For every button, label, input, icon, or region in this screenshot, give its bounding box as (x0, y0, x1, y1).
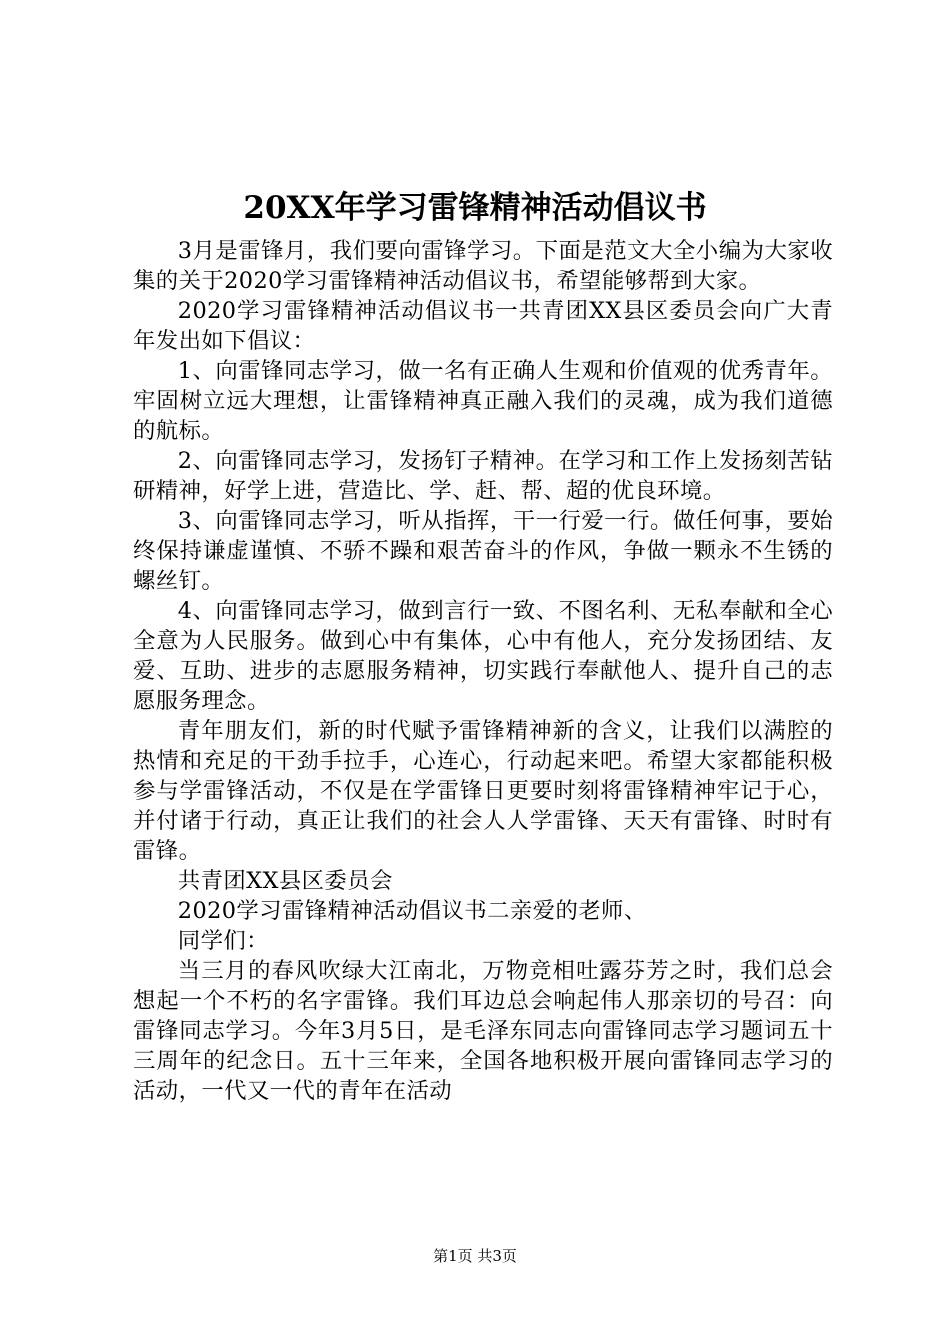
proposal-item-1: 1、向雷锋同志学习，做一名有正确人生观和价值观的优秀青年。牢固树立远大理想，让雷锋精神真正融入我们的灵魂，成为我们道德的航标。 (133, 358, 833, 444)
closing-paragraph: 青年朋友们，新的时代赋予雷锋精神新的含义，让我们以满腔的热情和充足的干劲手拉手，心连心，行动起来吧。希望大家都能积极参与学雷锋活动，不仅是在学雷锋日更要时刻将雷锋精神牢记于心，并付诸于行动，真正让我们的社会人人学雷锋、天天有雷锋、时时有雷锋。 (133, 718, 833, 864)
proposal-intro-paragraph: 2020学习雷锋精神活动倡议书一共青团XX县区委员会向广大青年发出如下倡议： (133, 298, 833, 354)
second-proposal-heading: 2020学习雷锋精神活动倡议书二亲爱的老师、 (177, 898, 647, 924)
page-footer: 第1页 共3页 (433, 1247, 517, 1265)
document-body (133, 236, 833, 1106)
second-proposal-paragraph: 当三月的春风吹绿大江南北，万物竞相吐露芬芳之时，我们总会想起一个不朽的名字雷锋。我们耳边总会响起伟人那亲切的号召：向雷锋同志学习。今年3月5日，是毛泽东同志向雷锋同志学习题词五十三周年的纪念日。五十三年来，全国各地积极开展向雷锋同志学习的活动，一代又一代的青年在活动 (133, 958, 833, 1104)
proposal-item-2: 2、向雷锋同志学习，发扬钉子精神。在学习和工作上发扬刻苦钻研精神，好学上进，营造比、学、赶、帮、超的优良环境。 (133, 448, 833, 504)
intro-paragraph: 3月是雷锋月，我们要向雷锋学习。下面是范文大全小编为大家收集的关于2020学习雷锋精神活动倡议书，希望能够帮到大家。 (133, 238, 833, 294)
salutation-line: 同学们： (177, 928, 269, 954)
document-title: 20XX年学习雷锋精神活动倡议书 (243, 190, 707, 226)
proposal-item-3: 3、向雷锋同志学习，听从指挥，干一行爱一行。做任何事，要始终保持谦虚谨慎、不骄不躁和艰苦奋斗的作风，争做一颗永不生锈的螺丝钉。 (133, 508, 833, 594)
signature-line: 共青团XX县区委员会 (177, 868, 393, 894)
proposal-item-4: 4、向雷锋同志学习，做到言行一致、不图名利、无私奉献和全心全意为人民服务。做到心中有集体，心中有他人，充分发扬团结、友爱、互助、进步的志愿服务精神，切实践行奉献他人、提升自己的志愿服务理念。 (133, 598, 833, 714)
